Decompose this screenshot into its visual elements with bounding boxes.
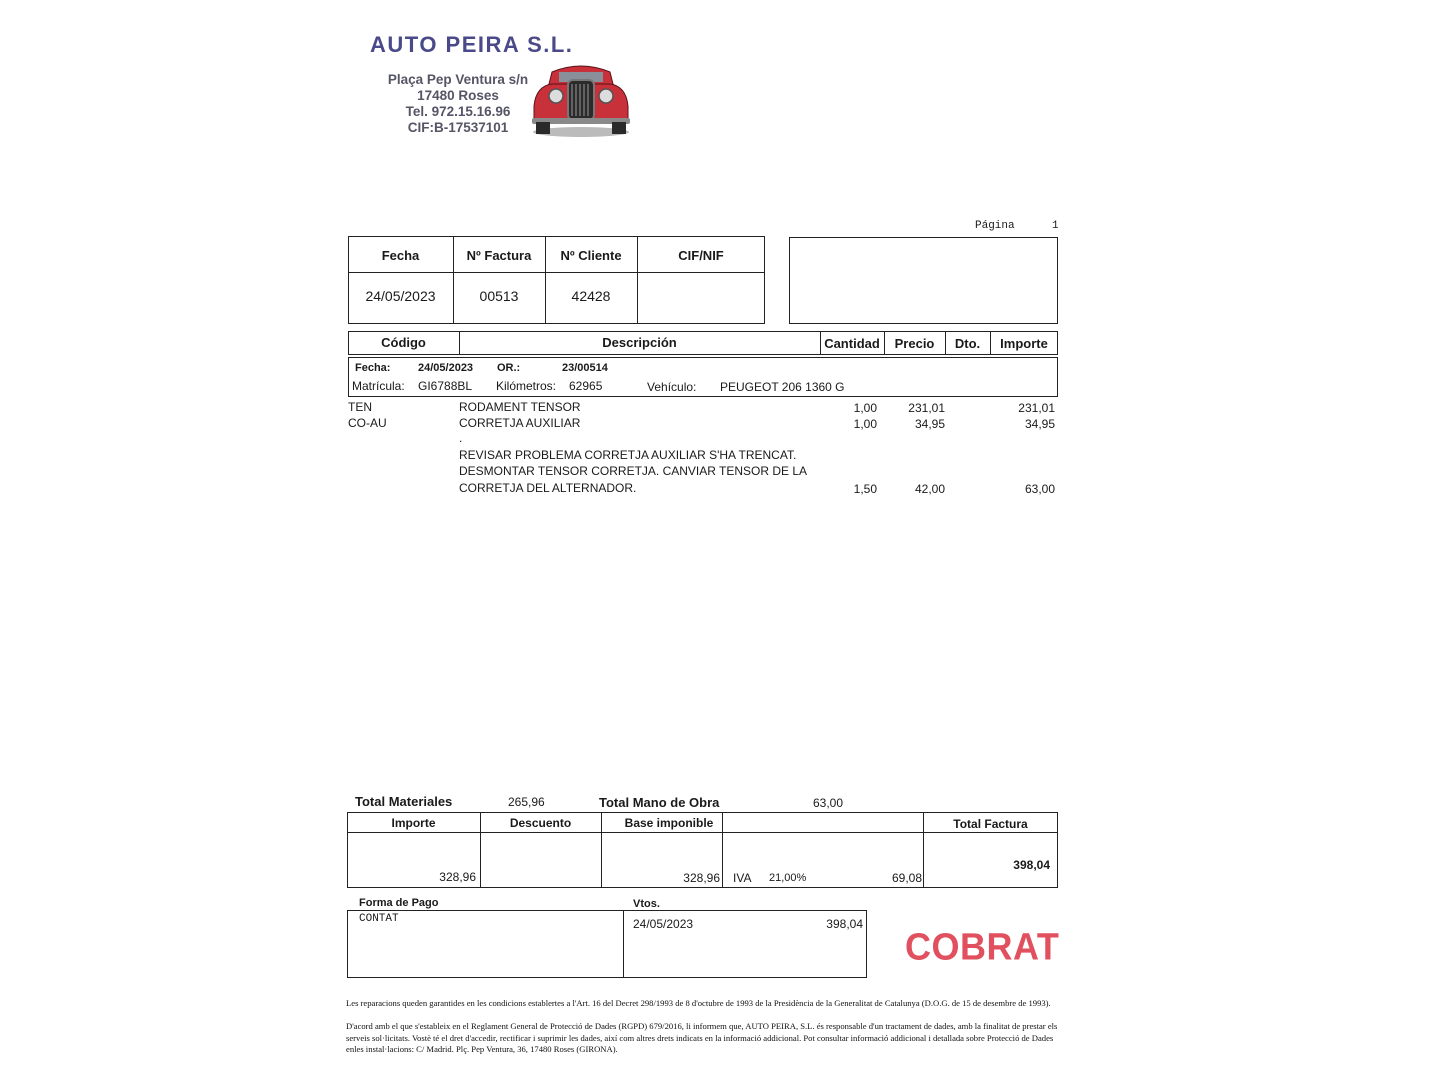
invoice-date: 24/05/2023 xyxy=(365,288,436,304)
order-or-label: OR.: xyxy=(497,362,521,374)
totals-importe: 328,96 xyxy=(439,870,476,884)
line-1-price: 231,01 xyxy=(908,401,945,415)
iva-label: IVA xyxy=(733,871,752,885)
invoice-total: 398,04 xyxy=(1013,858,1050,872)
line-1-quantity: 1,00 xyxy=(853,401,877,415)
due-dates-label: Vtos. xyxy=(633,898,660,910)
labor-dot: . xyxy=(459,431,463,445)
company-address-street: Plaça Pep Ventura s/n xyxy=(387,72,529,87)
iva-percent: 21,00% xyxy=(769,872,807,884)
totals-base: 328,96 xyxy=(683,871,720,885)
line-2-amount: 34,95 xyxy=(1024,417,1055,431)
col-cantidad: Cantidad xyxy=(824,336,880,351)
header-factura-label: Nº Factura xyxy=(466,248,532,263)
col-codigo: Código xyxy=(381,335,426,350)
line-1-description: RODAMENT TENSOR xyxy=(459,400,581,414)
client-number: 42428 xyxy=(571,288,611,304)
header-fecha-label: Fecha xyxy=(381,248,420,263)
due-amount: 398,04 xyxy=(826,917,863,931)
header-cliente-label: Nº Cliente xyxy=(560,248,622,263)
payment-method: CONTAT xyxy=(359,913,399,925)
col-precio: Precio xyxy=(894,336,935,351)
plate-label: Matrícula: xyxy=(352,379,405,393)
company-cif: CIF:B-17537101 xyxy=(407,120,509,135)
km-label: Kilómetros: xyxy=(496,379,557,393)
labor-quantity: 1,50 xyxy=(853,482,877,496)
company-name: AUTO PEIRA S.L. xyxy=(370,32,574,57)
totals-base-label: Base imponible xyxy=(624,816,714,830)
invoice-number: 00513 xyxy=(479,288,519,304)
client-address-box xyxy=(789,237,1058,324)
header-cif-label: CIF/NIF xyxy=(678,248,724,263)
totals-total-label: Total Factura xyxy=(953,817,1028,831)
vehicle-value: PEUGEOT 206 1360 G xyxy=(720,380,845,394)
line-2-code: CO-AU xyxy=(348,416,387,430)
labor-amount: 63,00 xyxy=(1024,482,1055,496)
line-1-amount: 231,01 xyxy=(1018,401,1055,415)
totals-importe-label: Importe xyxy=(391,816,436,830)
col-dto: Dto. xyxy=(954,336,981,351)
legal-privacy: D'acord amb el que s'estableix en el Reglament General de Protecció de Dades (RGPD) 679/2016, li informem que, AUTO PEIRA, S.L. és responsable d'un tractament de dades, amb la finalitat de prestar els serveis sol·licitats. Vostè té el dret d'accedir, rectificar i suprimir les dades, així com altres drets indicats en la informació addicional. Pot consultar informació addicional i detallada sobre Protecció de Dades enles instal·lacions: C/ Madrid. Plç. Pep Ventura, 36, 17480 Roses (GIRONA). xyxy=(346,1021,1058,1054)
company-address-city: 17480 Roses xyxy=(417,88,499,103)
total-materials: 265,96 xyxy=(508,795,545,809)
page-label: Página xyxy=(975,220,1015,232)
iva-amount: 69,08 xyxy=(891,871,922,885)
order-date: 24/05/2023 xyxy=(418,362,474,374)
plate-number: GI6788BL xyxy=(418,379,473,393)
totals-descuento-label: Descuento xyxy=(509,816,572,830)
order-or-number: 23/00514 xyxy=(562,362,608,374)
labor-text-1: REVISAR PROBLEMA CORRETJA AUXILIAR S'HA TRENCAT. xyxy=(459,448,797,462)
vintage-car-logo xyxy=(530,58,632,140)
labor-text-3: CORRETJA DEL ALTERNADOR. xyxy=(459,481,637,495)
total-labor: 63,00 xyxy=(813,796,844,810)
col-importe: Importe xyxy=(1000,336,1048,351)
line-1-code: TEN xyxy=(348,400,372,414)
company-phone: Tel. 972.15.16.96 xyxy=(405,104,511,119)
total-materials-label: Total Materiales xyxy=(355,794,453,809)
total-labor-label: Total Mano de Obra xyxy=(599,795,720,810)
line-2-price: 34,95 xyxy=(914,417,945,431)
labor-text-2: DESMONTAR TENSOR CORRETJA. CANVIAR TENSOR DE LA xyxy=(459,464,808,478)
order-date-label: Fecha: xyxy=(355,362,391,374)
line-2-description: CORRETJA AUXILIAR xyxy=(459,416,581,430)
paid-stamp: COBRAT xyxy=(905,924,1060,968)
labor-price: 42,00 xyxy=(914,482,945,496)
km-value: 62965 xyxy=(569,379,603,393)
legal-warranty: Les reparacions queden garantides en les condicions establertes a l'Art. 16 del Decret 298/1993 de 8 d'octubre de 1993 de la Presidència de la Generalitat de Catalunya (D.O.G. de 15 de desembre de 1993). xyxy=(346,998,1051,1008)
payment-method-label: Forma de Pago xyxy=(359,897,439,909)
due-date: 24/05/2023 xyxy=(633,917,694,931)
vehicle-label: Vehículo: xyxy=(647,380,697,394)
line-2-quantity: 1,00 xyxy=(853,417,877,431)
page-number: 1 xyxy=(1052,220,1059,232)
col-descripcion: Descripción xyxy=(602,335,677,350)
